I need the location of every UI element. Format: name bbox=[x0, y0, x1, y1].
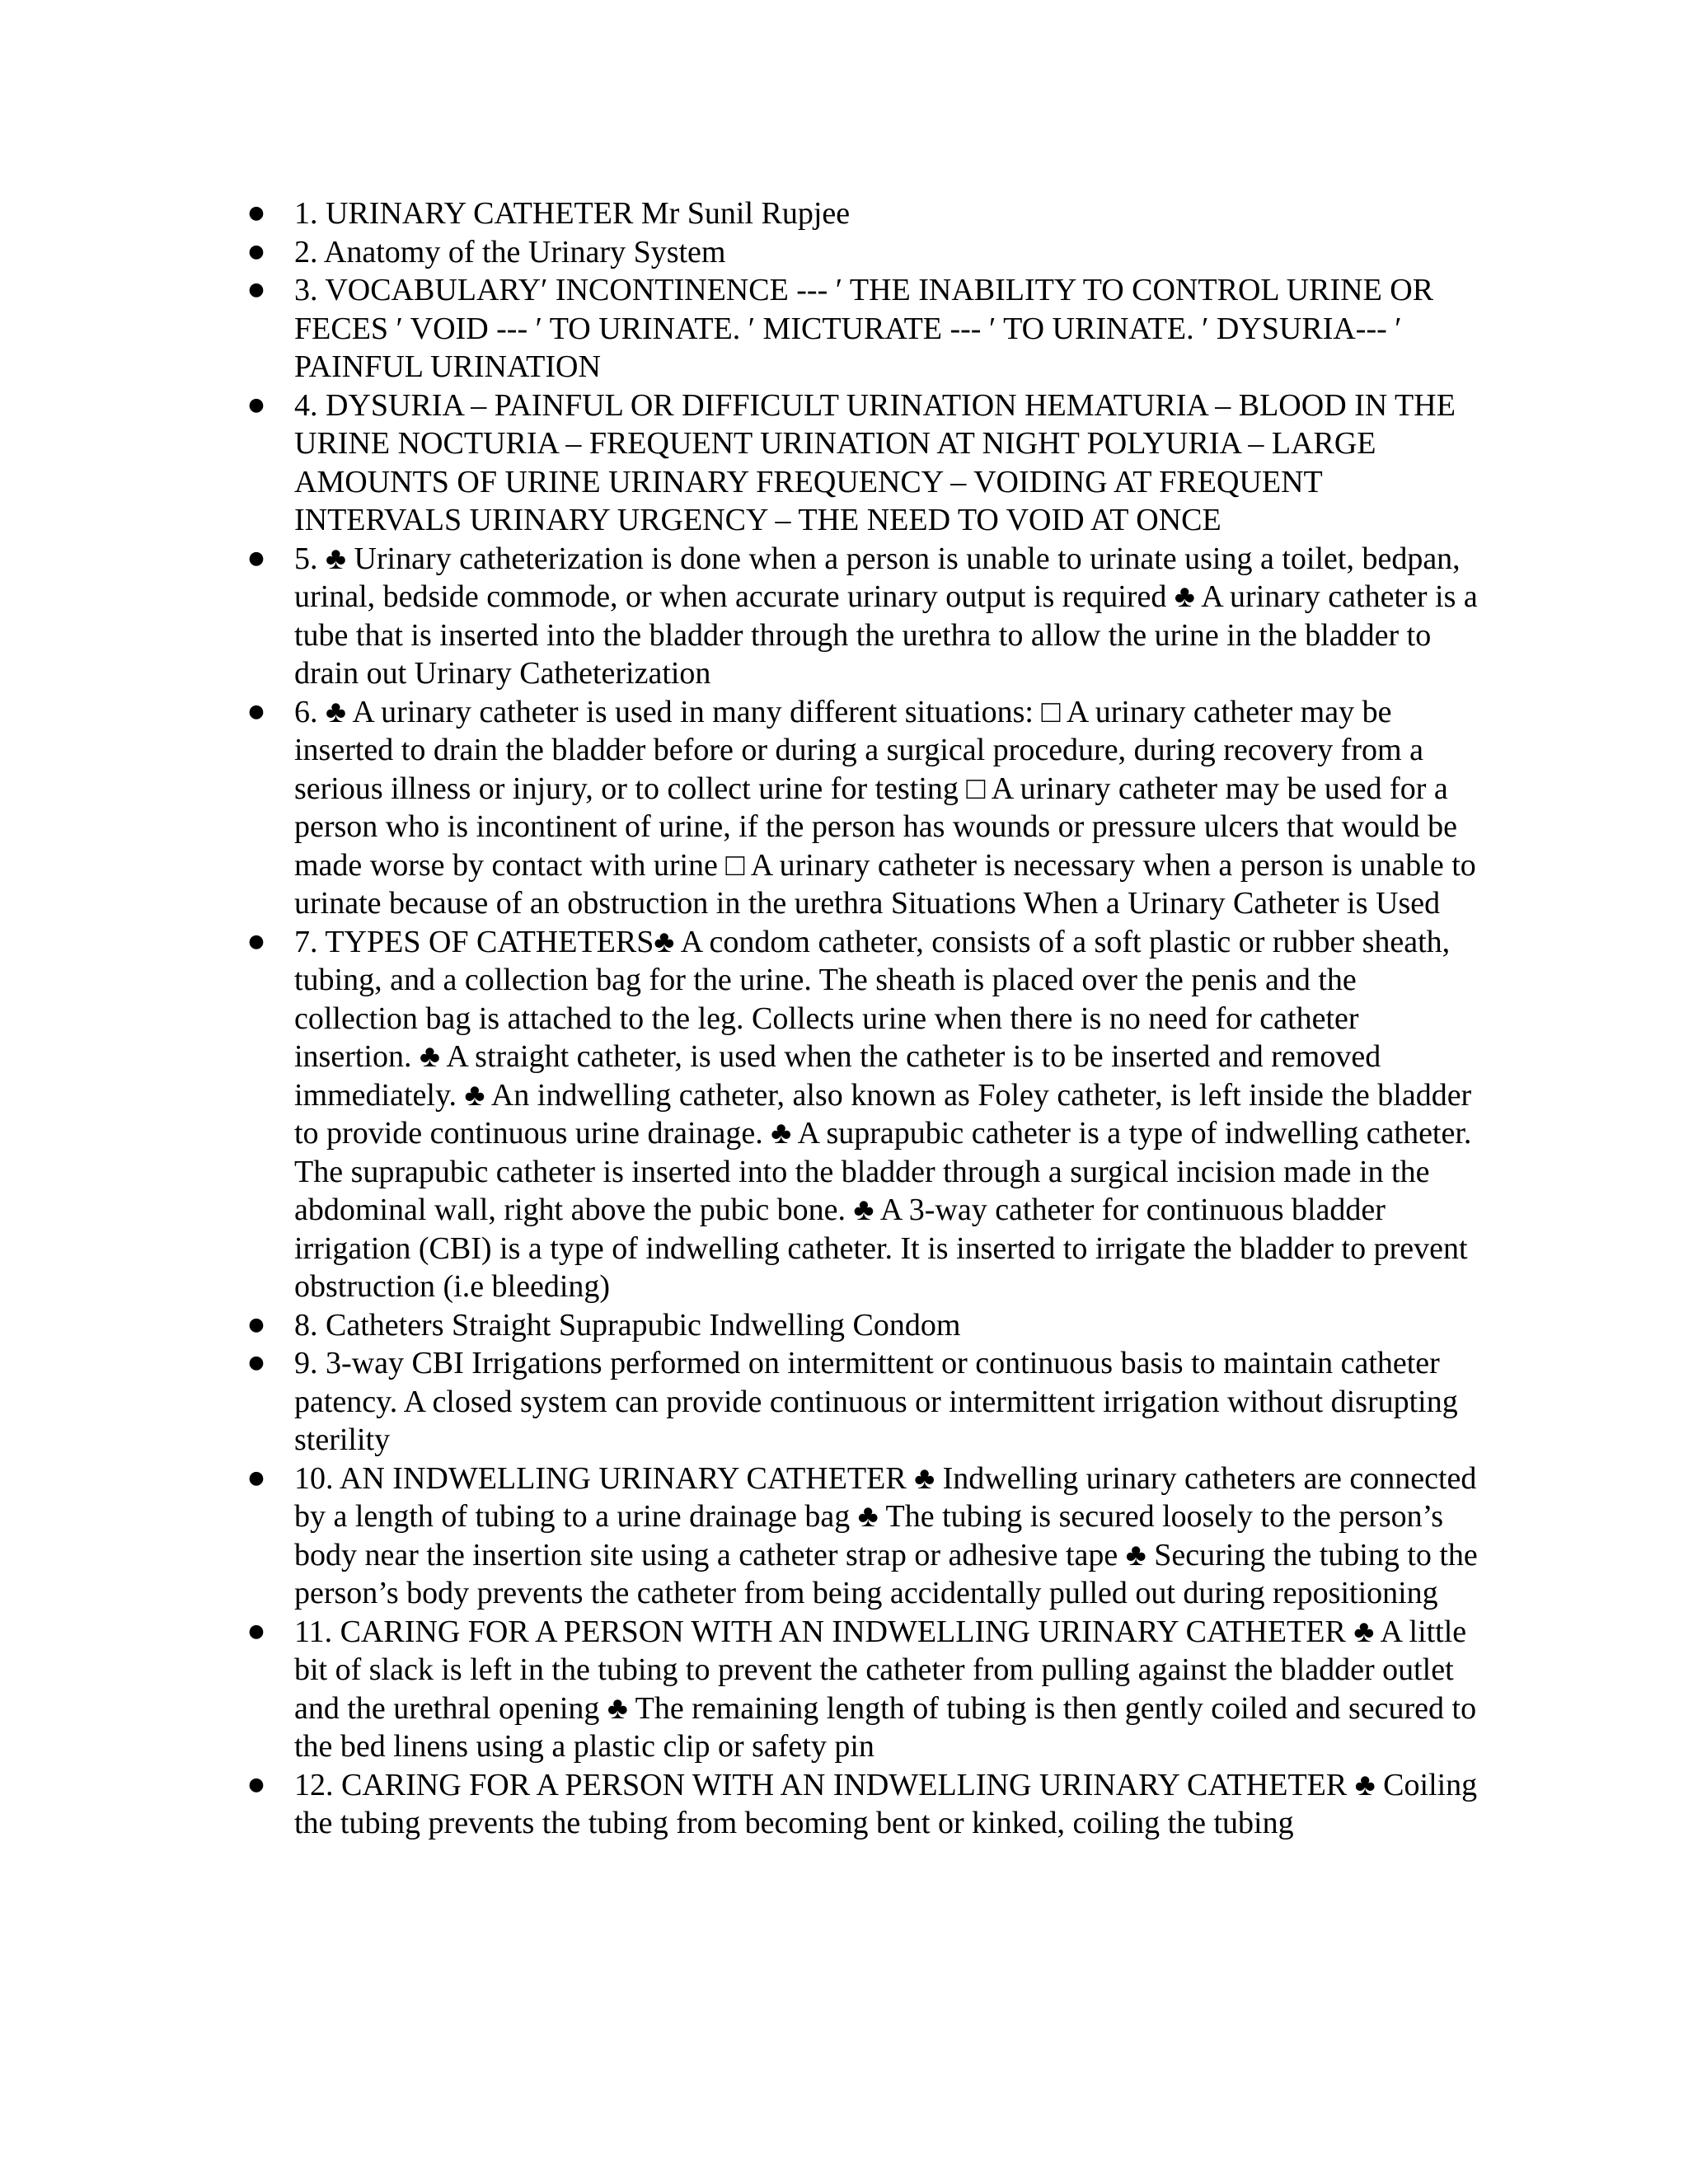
list-item-text: 11. CARING FOR A PERSON WITH AN INDWELLING URINARY CATHETER ♣ A little bit of slack is left in the tubing to prevent the catheter from pulling against the bladder outlet and the urethral opening ♣ The remaining length of tubing is then gently coiled and secured to the bed linens using a plastic clip or safety pin bbox=[294, 1614, 1477, 1764]
list-item-text: 2. Anatomy of the Urinary System bbox=[294, 234, 726, 269]
list-item-text: 9. 3-way CBI Irrigations performed on intermittent or continuous basis to maintain catheter patency. A closed system can provide continuous or intermittent irrigation without disrupting sterility bbox=[294, 1346, 1458, 1457]
list-item-text: 10. AN INDWELLING URINARY CATHETER ♣ Indwelling urinary catheters are connected by a length of tubing to a urine drainage bag ♣ The tubing is secured loosely to the person’s body near the insertion site using a catheter strap or adhesive tape ♣ Securing the tubing to the person’s body prevents the catheter from being accidentally pulled out during repositioning bbox=[294, 1460, 1478, 1610]
list-item-text: 6. ♣ A urinary catheter is used in many different situations: □ A urinary catheter may be inserted to drain the bladder before or during a surgical procedure, during recovery from a serious illness or injury, or to collect urine for testing □ A urinary catheter may be used for a person who is incontinent of urine, if the person has wounds or pressure ulcers that would be made worse by contact with urine □ A urinary catheter is necessary when a person is unable to urinate because of an obstruction in the urethra Situations When a Urinary Catheter is Used bbox=[294, 694, 1476, 921]
list-item bbox=[248, 271, 1481, 387]
bullet-icon: ● bbox=[248, 1774, 265, 1795]
list-item bbox=[248, 693, 1481, 923]
bullet-icon: ● bbox=[248, 1620, 265, 1642]
list-item-text: 12. CARING FOR A PERSON WITH AN INDWELLING URINARY CATHETER ♣ Coiling the tubing prevents the tubing from becoming bent or kinked, coiling the tubing bbox=[294, 1767, 1478, 1840]
bullet-icon: ● bbox=[248, 394, 265, 415]
list-item bbox=[248, 923, 1481, 1306]
list-item bbox=[248, 1766, 1481, 1843]
list-item bbox=[248, 233, 1481, 272]
list-item bbox=[248, 1344, 1481, 1460]
bullet-icon: ● bbox=[248, 1352, 265, 1373]
bullet-icon: ● bbox=[248, 279, 265, 300]
bullet-icon: ● bbox=[248, 1467, 265, 1488]
bullet-list bbox=[248, 194, 1481, 1843]
bullet-icon: ● bbox=[248, 241, 265, 262]
list-item bbox=[248, 1613, 1481, 1766]
bullet-icon: ● bbox=[248, 547, 265, 569]
list-item-text: 5. ♣ Urinary catheterization is done when a person is unable to urinate using a toilet, bedpan, urinal, bedside commode, or when accurate urinary output is required ♣ A urinary catheter is a tube that is inserted into the bladder through the urethra to allow the urine in the bladder to drain out Urinary Catheterization bbox=[294, 541, 1478, 691]
list-item bbox=[248, 1306, 1481, 1345]
list-item-text: 7. TYPES OF CATHETERS♣ A condom catheter, consists of a soft plastic or rubber sheath, tubing, and a collection bag for the urine. The sheath is placed over the penis and the collection bag is attached to the leg. Collects urine when there is no need for catheter insertion. ♣ A straight catheter, is used when the catheter is to be inserted and removed immediately. ♣ An indwelling catheter, also known as Foley catheter, is left inside the bladder to provide continuous urine drainage. ♣ A suprapubic catheter is a type of indwelling catheter. The suprapubic catheter is inserted into the bladder through a surgical incision made in the abdominal wall, right above the pubic bone. ♣ A 3-way catheter for continuous bladder irrigation (CBI) is a type of indwelling catheter. It is inserted to irrigate the bladder to prevent obstruction (i.e bleeding) bbox=[294, 924, 1472, 1304]
bullet-icon: ● bbox=[248, 1314, 265, 1335]
list-item-text: 3. VOCABULARY′ INCONTINENCE --- ′ THE INABILITY TO CONTROL URINE OR FECES ′ VOID --- ′ TO URINATE. ′ MICTURATE --- ′ TO URINATE. ′ DYSURIA--- ′ PAINFUL URINATION bbox=[294, 273, 1434, 384]
list-item-text: 1. URINARY CATHETER Mr Sunil Rupjee bbox=[294, 196, 851, 231]
bullet-icon: ● bbox=[248, 930, 265, 952]
list-item bbox=[248, 387, 1481, 540]
bullet-icon: ● bbox=[248, 203, 265, 223]
list-item bbox=[248, 540, 1481, 693]
list-item bbox=[248, 194, 1481, 233]
list-item-text: 4. DYSURIA – PAINFUL OR DIFFICULT URINATION HEMATURIA – BLOOD IN THE URINE NOCTURIA – FREQUENT URINATION AT NIGHT POLYURIA – LARGE AMOUNTS OF URINE URINARY FREQUENCY – VOIDING AT FREQUENT INTERVALS URINARY URGENCY – THE NEED TO VOID AT ONCE bbox=[294, 387, 1456, 537]
bullet-icon: ● bbox=[248, 701, 265, 722]
list-item-text: 8. Catheters Straight Suprapubic Indwelling Condom bbox=[294, 1307, 961, 1343]
list-item bbox=[248, 1460, 1481, 1613]
